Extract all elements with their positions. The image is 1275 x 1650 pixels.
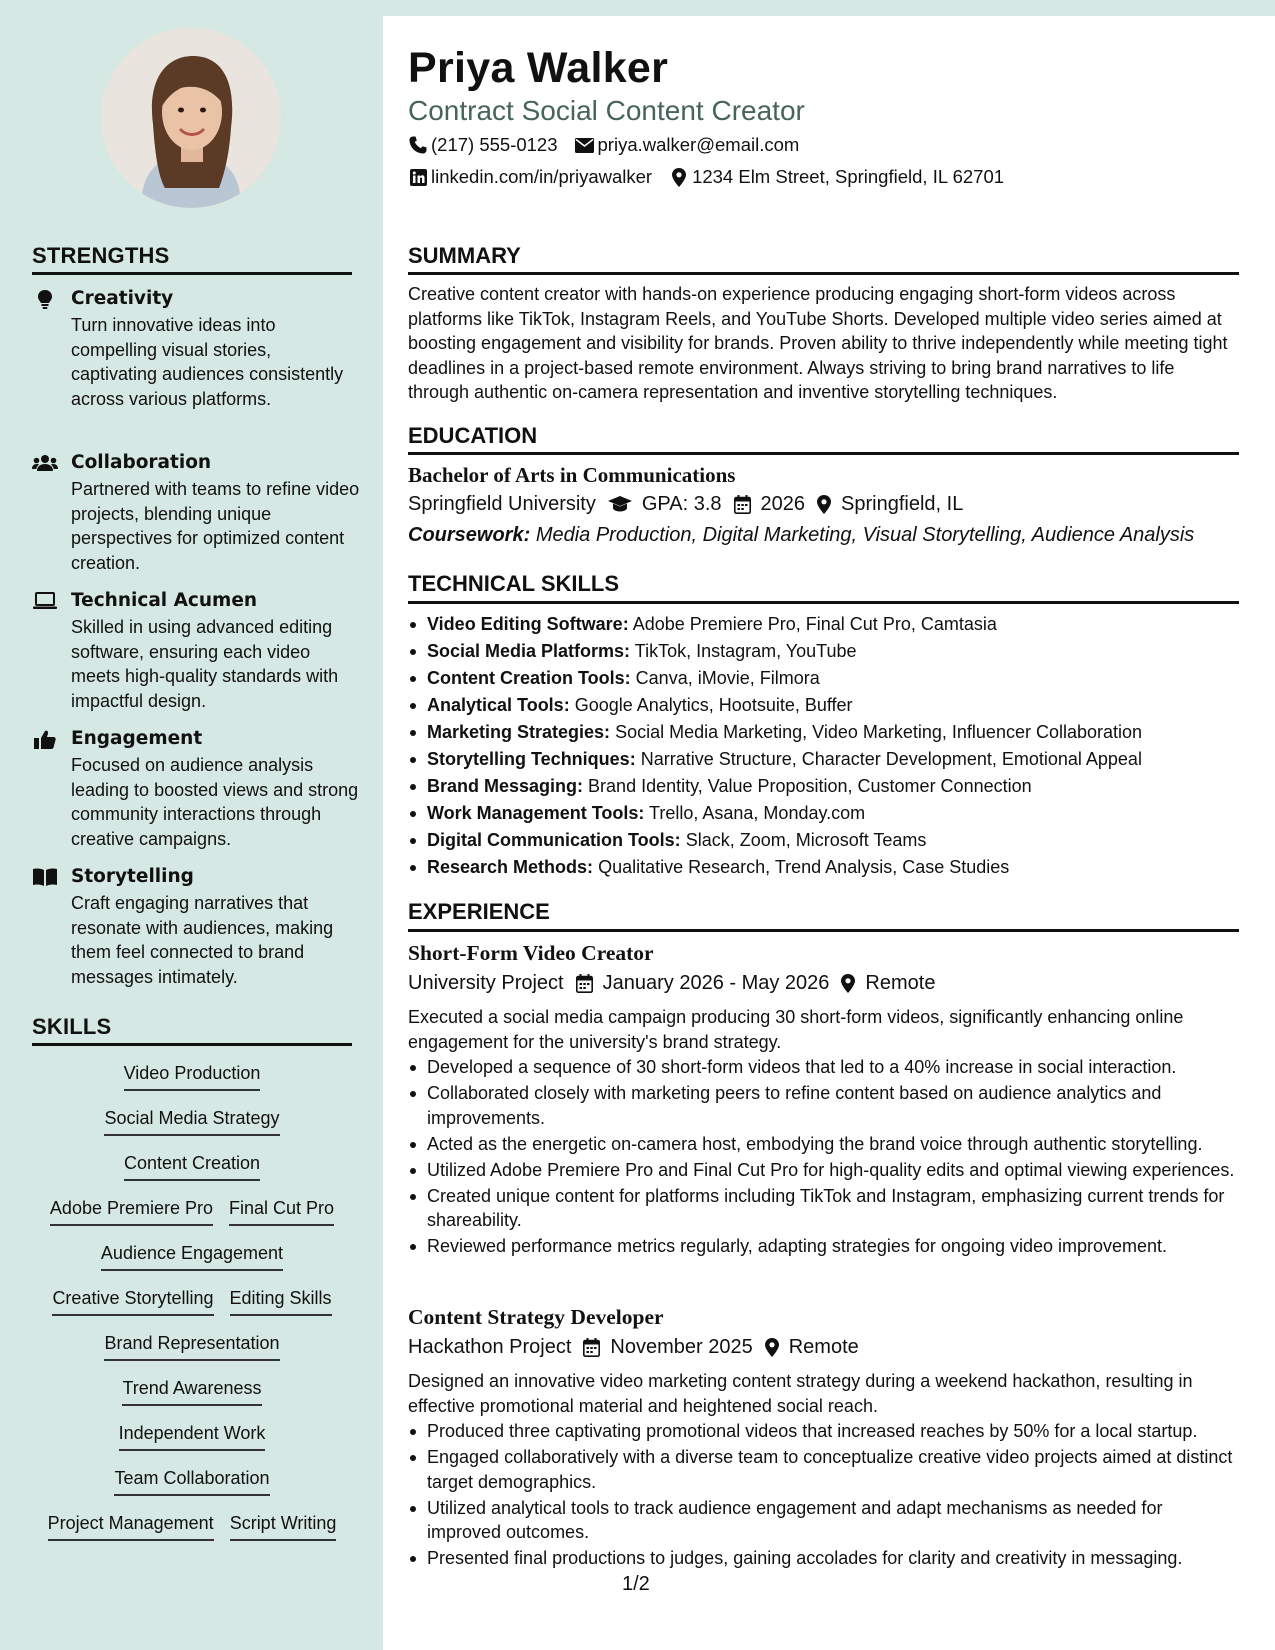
list-item: Utilized analytical tools to track audience engagement and adapt mechanisms as needed for improved outcomes.	[408, 1496, 1240, 1545]
job-dates: November 2025	[610, 1336, 753, 1358]
strength-title: Collaboration	[71, 452, 212, 473]
gpa: GPA: 3.8	[641, 493, 722, 515]
list-item: Video Editing Software: Adobe Premiere Pro, Final Cut Pro, Camtasia	[408, 612, 1240, 637]
skill-row	[32, 1153, 352, 1181]
skill-tag: Team Collaboration	[114, 1468, 269, 1496]
coursework-list: Media Production, Digital Marketing, Visual Storytelling, Audience Analysis	[535, 524, 1195, 546]
list-item: Collaborated closely with marketing peers to refine content based on audience analytics and improvements.	[408, 1081, 1240, 1130]
skill-tag: Final Cut Pro	[229, 1198, 334, 1226]
job-title: Content Strategy Developer	[408, 1305, 664, 1329]
users-icon	[32, 454, 58, 476]
coursework	[408, 524, 1194, 547]
skill-tag: Creative Storytelling	[52, 1288, 213, 1316]
book-open-icon	[32, 868, 58, 890]
job-bullets	[408, 1055, 1240, 1260]
list-item: Developed a sequence of 30 short-form videos that led to a 40% increase in social interaction.	[408, 1055, 1240, 1080]
lightbulb-icon	[32, 290, 58, 312]
strength-description: Partnered with teams to refine video projects, blending unique perspectives for optimized content creation.	[71, 479, 360, 573]
experience-rule	[408, 929, 1239, 932]
contact-line-2	[408, 166, 1004, 188]
education-rule	[408, 452, 1239, 455]
list-item: Brand Messaging: Brand Identity, Value Proposition, Customer Connection	[408, 774, 1240, 799]
skill-row	[32, 1108, 352, 1136]
list-item: Content Creation Tools: Canva, iMovie, Filmora	[408, 666, 1240, 691]
job-org: University Project	[408, 972, 564, 994]
list-item: Analytical Tools: Google Analytics, Hootsuite, Buffer	[408, 693, 1240, 718]
job-org: Hackathon Project	[408, 1336, 572, 1358]
skill-tag: Social Media Strategy	[104, 1108, 279, 1136]
degree-name: Bachelor of Arts in Communications	[408, 463, 736, 487]
skill-tag: Adobe Premiere Pro	[50, 1198, 213, 1226]
list-item: Acted as the energetic on-camera host, embodying the brand voice through authentic storytelling.	[408, 1132, 1240, 1157]
skill-tag: Content Creation	[124, 1153, 260, 1181]
education-meta	[408, 493, 963, 516]
technical-skills-list	[408, 612, 1240, 882]
skill-row	[32, 1423, 352, 1451]
skill-row	[32, 1063, 352, 1091]
technical-skills-heading: TECHNICAL SKILLS	[408, 571, 620, 596]
strength-title: Engagement	[71, 728, 203, 749]
coursework-label: Coursework:	[408, 524, 531, 546]
list-item: Storytelling Techniques: Narrative Structure, Character Development, Emotional Appeal	[408, 747, 1240, 772]
skill-tag: Brand Representation	[104, 1333, 279, 1361]
job-location: Remote	[788, 1336, 859, 1358]
candidate-title: Contract Social Content Creator	[408, 95, 805, 126]
list-item: Research Methods: Qualitative Research, Trend Analysis, Case Studies	[408, 855, 1240, 880]
skill-tag: Audience Engagement	[101, 1243, 283, 1271]
skill-row	[32, 1513, 352, 1541]
strengths-rule	[32, 272, 352, 275]
email-icon	[575, 135, 595, 155]
location-pin-icon	[841, 974, 855, 993]
strength-description: Skilled in using advanced editing software, ensuring each video meets high-quality standards with impactful design.	[71, 617, 339, 711]
phone-icon	[408, 135, 428, 155]
skill-row	[32, 1288, 352, 1316]
list-item: Utilized Adobe Premiere Pro and Final Cut Pro for high-quality edits and optimal viewing experiences.	[408, 1158, 1240, 1183]
location-pin-icon	[765, 1338, 779, 1357]
technical-skills-rule	[408, 601, 1239, 604]
graduation-cap-icon	[608, 496, 632, 513]
strength-description: Craft engaging narratives that resonate with audiences, making them feel connected to brand messages intimately.	[71, 893, 334, 987]
location-pin-icon	[669, 167, 689, 187]
calendar-icon	[576, 974, 593, 993]
summary-text: Creative content creator with hands-on experience producing engaging short-form videos across platforms like TikTok, Instagram Reels, and YouTube Shorts. Developed multiple video series aimed at boosting engagement and visibility for brands. Proven ability to thrive independently while meeting tight deadlines in a project-based remote environment. Always striving to bring brand narratives to life through authentic on-camera representation and inventive storytelling techniques.	[408, 284, 1228, 402]
linkedin-url[interactable]: linkedin.com/in/priyawalker	[431, 166, 653, 187]
job-dates: January 2026 - May 2026	[602, 972, 830, 994]
summary-heading: SUMMARY	[408, 243, 521, 268]
job-summary: Executed a social media campaign producing 30 short-form videos, significantly enhancing online engagement for the university's brand strategy.	[408, 1007, 1184, 1052]
skill-row	[32, 1378, 352, 1406]
education-heading: EDUCATION	[408, 423, 538, 448]
strength-title: Creativity	[71, 288, 174, 309]
job-meta	[408, 972, 935, 995]
list-item: Work Management Tools: Trello, Asana, Monday.com	[408, 801, 1240, 826]
job-bullets	[408, 1419, 1240, 1572]
strengths-heading: STRENGTHS	[32, 243, 170, 268]
address: 1234 Elm Street, Springfield, IL 62701	[692, 166, 1005, 187]
location-pin-icon	[817, 495, 831, 514]
skill-row	[32, 1333, 352, 1361]
skill-tag: Editing Skills	[230, 1288, 332, 1316]
skill-tag: Independent Work	[119, 1423, 266, 1451]
job-summary: Designed an innovative video marketing content strategy during a weekend hackathon, resulting in effective promotional material and heightened social reach.	[408, 1371, 1193, 1416]
list-item: Social Media Platforms: TikTok, Instagram, YouTube	[408, 639, 1240, 664]
phone-number: (217) 555-0123	[431, 134, 558, 155]
skills-rule	[32, 1043, 352, 1046]
job-meta	[408, 1336, 859, 1359]
skill-tag: Script Writing	[230, 1513, 337, 1541]
strength-description: Turn innovative ideas into compelling visual stories, captivating audiences consistently across various platforms.	[71, 315, 344, 409]
skill-row	[32, 1468, 352, 1496]
skill-row	[32, 1198, 352, 1226]
strength-description: Focused on audience analysis leading to boosted views and strong community interactions through creative campaigns.	[71, 755, 359, 849]
contact-line-1	[408, 134, 799, 156]
list-item: Digital Communication Tools: Slack, Zoom, Microsoft Teams	[408, 828, 1240, 853]
skill-tag: Video Production	[124, 1063, 261, 1091]
list-item: Marketing Strategies: Social Media Marketing, Video Marketing, Influencer Collaboration	[408, 720, 1240, 745]
page-number: 1/2	[622, 1573, 650, 1595]
profile-photo	[101, 28, 281, 208]
candidate-name: Priya Walker	[408, 44, 669, 92]
list-item: Presented final productions to judges, gaining accolades for clarity and creativity in messaging.	[408, 1546, 1240, 1571]
job-title: Short-Form Video Creator	[408, 941, 654, 965]
school-location: Springfield, IL	[841, 493, 964, 515]
job-location: Remote	[865, 972, 936, 994]
experience-heading: EXPERIENCE	[408, 899, 550, 924]
school-name: Springfield University	[408, 493, 596, 515]
list-item: Produced three captivating promotional videos that increased reaches by 50% for a local startup.	[408, 1419, 1240, 1444]
laptop-icon	[32, 592, 58, 614]
skill-tag: Project Management	[48, 1513, 214, 1541]
list-item: Reviewed performance metrics regularly, adapting strategies for ongoing video improvement.	[408, 1234, 1240, 1259]
summary-rule	[408, 272, 1239, 275]
email-address[interactable]: priya.walker@email.com	[597, 134, 800, 155]
skill-tag: Trend Awareness	[122, 1378, 261, 1406]
calendar-icon	[583, 1338, 600, 1357]
skills-heading: SKILLS	[32, 1014, 112, 1039]
thumbs-up-icon	[32, 730, 58, 752]
list-item: Engaged collaboratively with a diverse team to conceptualize creative video projects aimed at distinct target demographics.	[408, 1445, 1240, 1494]
skill-row	[32, 1243, 352, 1271]
graduation-year: 2026	[760, 493, 806, 515]
strength-title: Technical Acumen	[71, 590, 258, 611]
calendar-icon	[734, 495, 751, 514]
strength-title: Storytelling	[71, 866, 194, 887]
list-item: Created unique content for platforms including TikTok and Instagram, emphasizing current trends for shareability.	[408, 1184, 1240, 1233]
linkedin-icon	[408, 167, 428, 187]
